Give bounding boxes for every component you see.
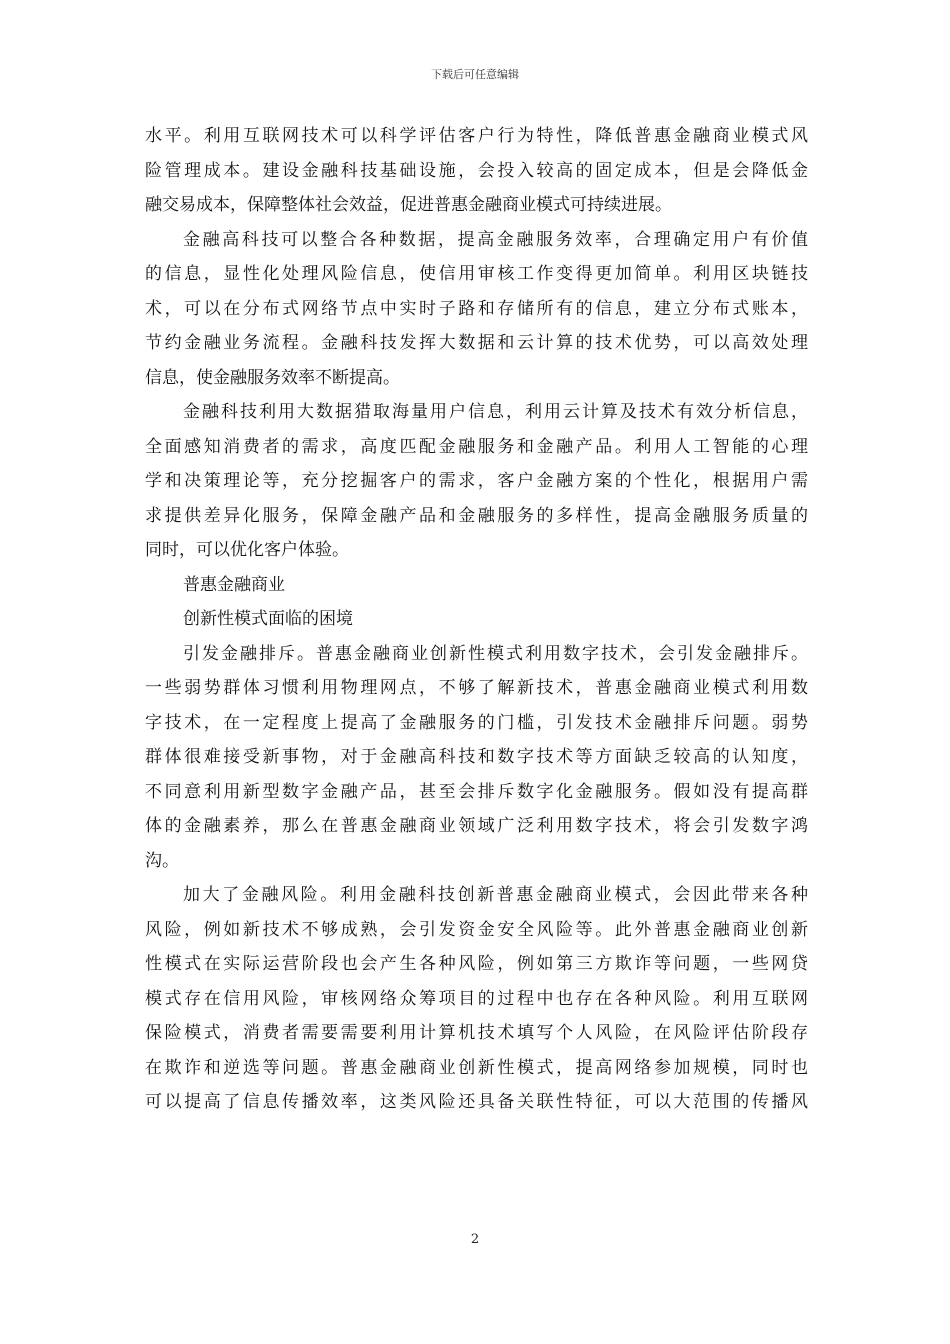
text-line: 保险模式，消费者需要需要利用计算机技术填写个人风险，在风险评估阶段存 xyxy=(145,1023,808,1043)
text-line: 术，可以在分布式网络节点中实时子路和存储所有的信息，建立分布式账本， xyxy=(145,298,808,319)
text-line: 节约金融业务流程。金融科技发挥大数据和云计算的技术优势，可以高效处理 xyxy=(145,333,808,353)
text-line: 水平。利用互联网技术可以科学评估客户行为特性，降低普惠金融商业模式风 xyxy=(145,126,808,146)
text-line: 金融科技利用大数据猎取海量用户信息，利用云计算及技术有效分析信息， xyxy=(183,402,808,422)
text-line: 同时，可以优化客户体验。 xyxy=(145,540,349,560)
text-line: 不同意利用新型数字金融产品，甚至会排斥数字化金融服务。假如没有提高群 xyxy=(145,781,808,802)
text-line: 融交易成本，保障整体社会效益，促进普惠金融商业模式可持续进展。 xyxy=(145,195,672,215)
text-line: 性模式在实际运营阶段也会产生各种风险，例如第三方欺诈等问题，一些网贷 xyxy=(145,954,808,974)
page-number: 2 xyxy=(470,1232,480,1247)
text-line: 的信息，显性化处理风险信息，使信用审核工作变得更加简单。利用区块链技 xyxy=(145,264,808,284)
text-line: 一些弱势群体习惯利用物理网点，不够了解新技术，普惠金融商业模式利用数 xyxy=(145,678,808,698)
text-line: 学和决策理论等，充分挖掘客户的需求，客户金融方案的个性化，根据用户需 xyxy=(145,471,808,491)
text-line: 在欺诈和逆选等问题。普惠金融商业创新性模式，提高网络参加规模，同时也 xyxy=(145,1057,808,1078)
text-line: 沟。 xyxy=(145,850,179,871)
text-line: 金融高科技可以整合各种数据，提高金融服务效率，合理确定用户有价值 xyxy=(183,229,808,250)
section-heading: 创新性模式面临的困境 xyxy=(183,609,353,629)
page-header: 下载后可任意编辑 xyxy=(431,68,519,81)
document-body xyxy=(145,119,808,1120)
text-line: 引发金融排斥。普惠金融商业创新性模式利用数字技术，会引发金融排斥。 xyxy=(183,643,808,664)
text-line: 风险，例如新技术不够成熟，会引发资金安全风险等。此外普惠金融商业创新 xyxy=(145,919,808,940)
text-line: 信息，使金融服务效率不断提高。 xyxy=(145,367,400,388)
text-line: 险管理成本。建设金融科技基础设施，会投入较高的固定成本，但是会降低金 xyxy=(145,160,808,181)
text-line: 全面感知消费者的需求，高度匹配金融服务和金融产品。利用人工智能的心理 xyxy=(145,436,808,457)
text-line: 模式存在信用风险，审核网络众筹项目的过程中也存在各种风险。利用互联网 xyxy=(145,988,808,1009)
text-line: 群体很难接受新事物，对于金融高科技和数字技术等方面缺乏较高的认知度， xyxy=(145,747,808,767)
text-line: 字技术，在一定程度上提高了金融服务的门槛，引发技术金融排斥问题。弱势 xyxy=(145,712,808,733)
text-line: 加大了金融风险。利用金融科技创新普惠金融商业模式，会因此带来各种 xyxy=(183,885,808,905)
text-line: 可以提高了信息传播效率，这类风险还具备关联性特征，可以大范围的传播风 xyxy=(145,1092,808,1112)
section-heading: 普惠金融商业 xyxy=(183,574,285,595)
text-line: 求提供差异化服务，保障金融产品和金融服务的多样性，提高金融服务质量的 xyxy=(145,505,808,526)
text-line: 体的金融素养，那么在普惠金融商业领域广泛利用数字技术，将会引发数字鸿 xyxy=(145,816,808,836)
